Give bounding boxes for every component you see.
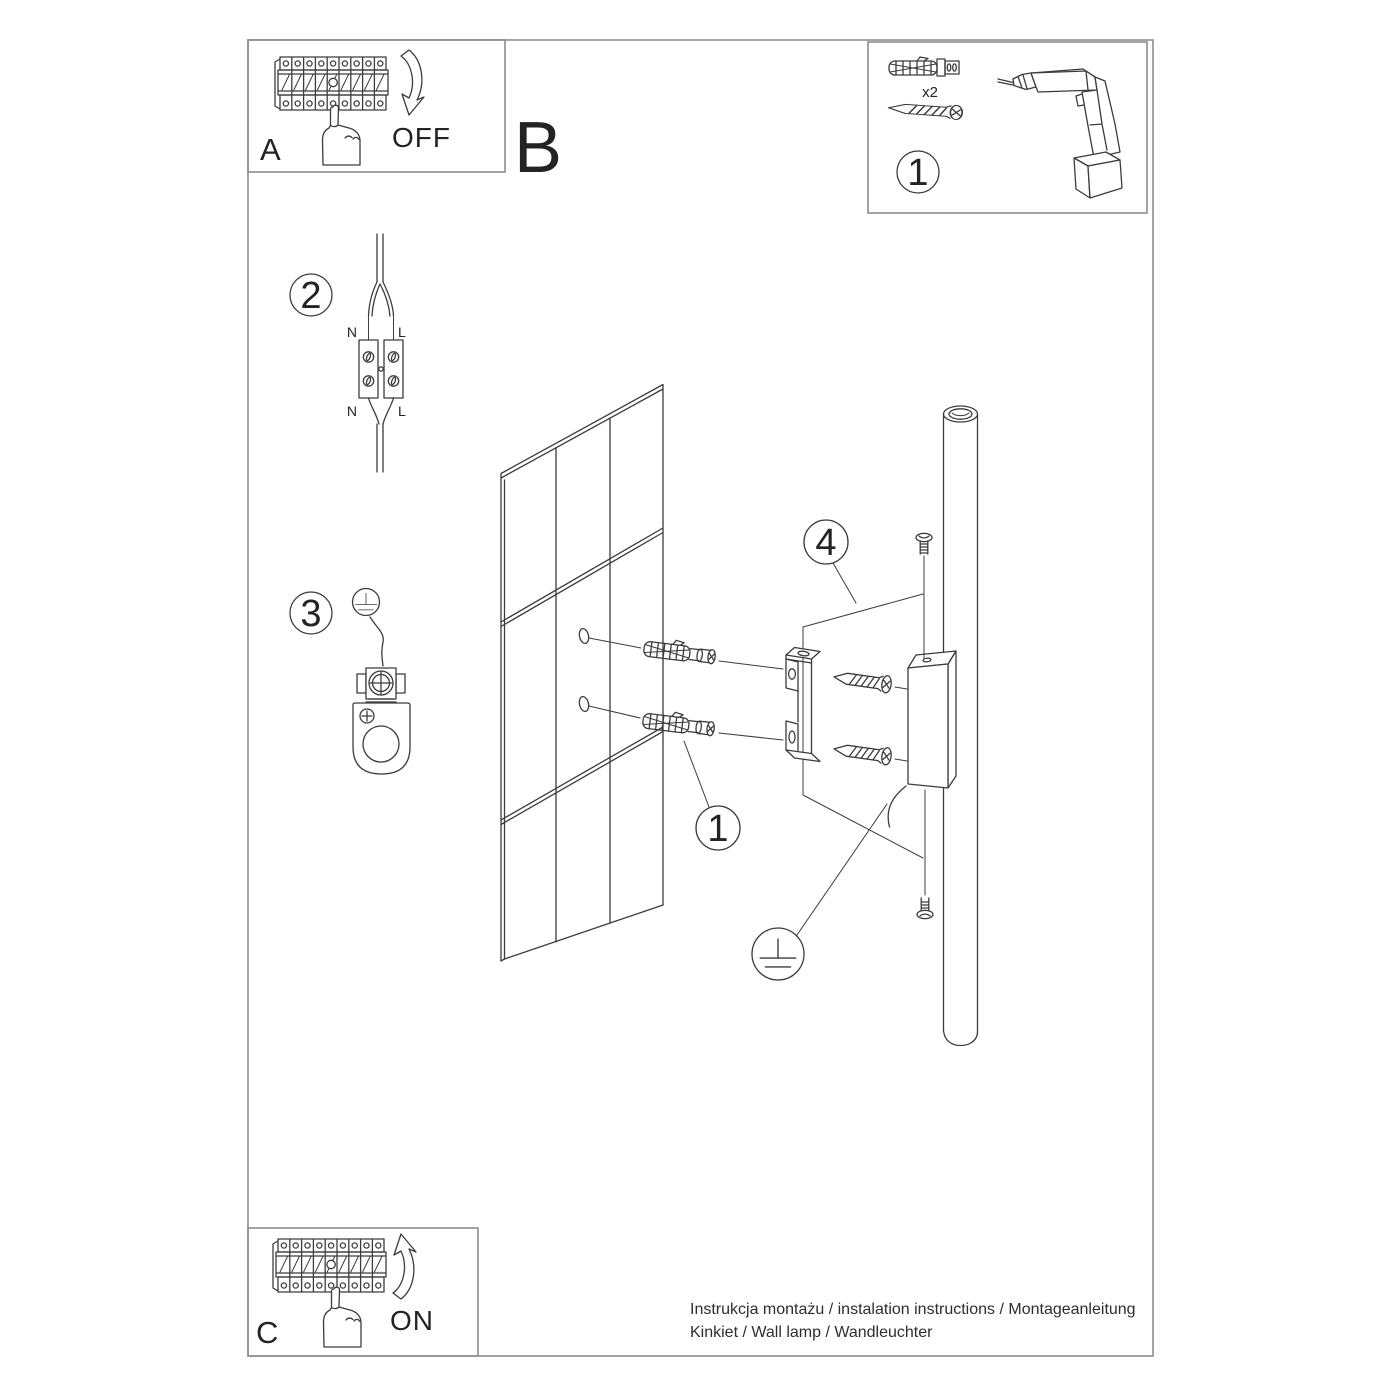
lamp-junction-box	[908, 651, 956, 788]
circuit-breaker-icon	[273, 1239, 386, 1292]
step3-grounding	[290, 589, 410, 775]
circuit-breaker-icon	[275, 57, 388, 110]
footer-line2: Kinkiet / Wall lamp / Wandleuchter	[690, 1324, 933, 1341]
wire-l-bottom-label: L	[398, 403, 406, 419]
step4-number: 4	[815, 522, 837, 564]
wire-n-top-label: N	[346, 324, 357, 340]
drill-hole-top	[578, 628, 590, 645]
ground-terminal	[357, 668, 405, 702]
panel-a-label: A	[260, 132, 281, 167]
tiled-wall	[501, 385, 663, 962]
drill-hole-bottom	[578, 696, 590, 713]
hole-leader-lines	[589, 638, 641, 718]
ground-wire	[370, 617, 383, 666]
panel-c-power-on	[248, 1228, 478, 1356]
panel-c-label: C	[256, 1315, 279, 1350]
arrow-down-icon	[401, 50, 424, 115]
pointing-hand-icon	[323, 105, 361, 165]
section-b-label: B	[514, 108, 563, 188]
step3-number: 3	[300, 593, 322, 635]
callout1-leader	[684, 741, 709, 807]
wall-plug-callout-number: 1	[707, 808, 729, 850]
exploded-mounting-view	[501, 385, 978, 1046]
power-cable	[888, 786, 906, 827]
mounting-screw-top-icon	[833, 668, 892, 693]
panel-a-power-off	[248, 40, 505, 172]
screw-icon	[888, 101, 963, 120]
drill-icon	[998, 69, 1122, 198]
parts-box-step1	[868, 42, 1147, 213]
top-fixing-screw-icon	[916, 533, 932, 554]
arrow-up-icon	[393, 1234, 416, 1299]
detail-zoom-lines	[803, 594, 923, 858]
pointing-hand-icon	[324, 1287, 362, 1347]
step2-number: 2	[300, 275, 322, 317]
footer-line1: Instrukcja montażu / instalation instructions / Montageanleitung	[690, 1301, 1136, 1318]
power-off-label: OFF	[392, 122, 451, 153]
bottom-fixing-screw-icon	[917, 898, 933, 919]
wire-n-bottom-label: N	[346, 403, 357, 419]
step2-wiring	[290, 234, 406, 472]
ground-leader	[797, 804, 887, 935]
wall-plug-top-icon	[643, 637, 716, 665]
footer	[690, 1301, 1136, 1341]
step4-leader	[833, 563, 856, 603]
wire-l-top-label: L	[398, 324, 406, 340]
mounting-bracket-ground	[353, 703, 410, 774]
mounting-screw-bottom-icon	[833, 740, 892, 765]
plug-leader-lines	[719, 661, 783, 740]
power-on-label: ON	[390, 1305, 434, 1336]
anchor-quantity-label: x2	[922, 84, 938, 101]
wiring-diagram	[359, 234, 403, 472]
step1-number: 1	[907, 152, 929, 194]
screw-leader-lines	[895, 687, 907, 761]
wall-anchor-icon	[889, 57, 959, 76]
